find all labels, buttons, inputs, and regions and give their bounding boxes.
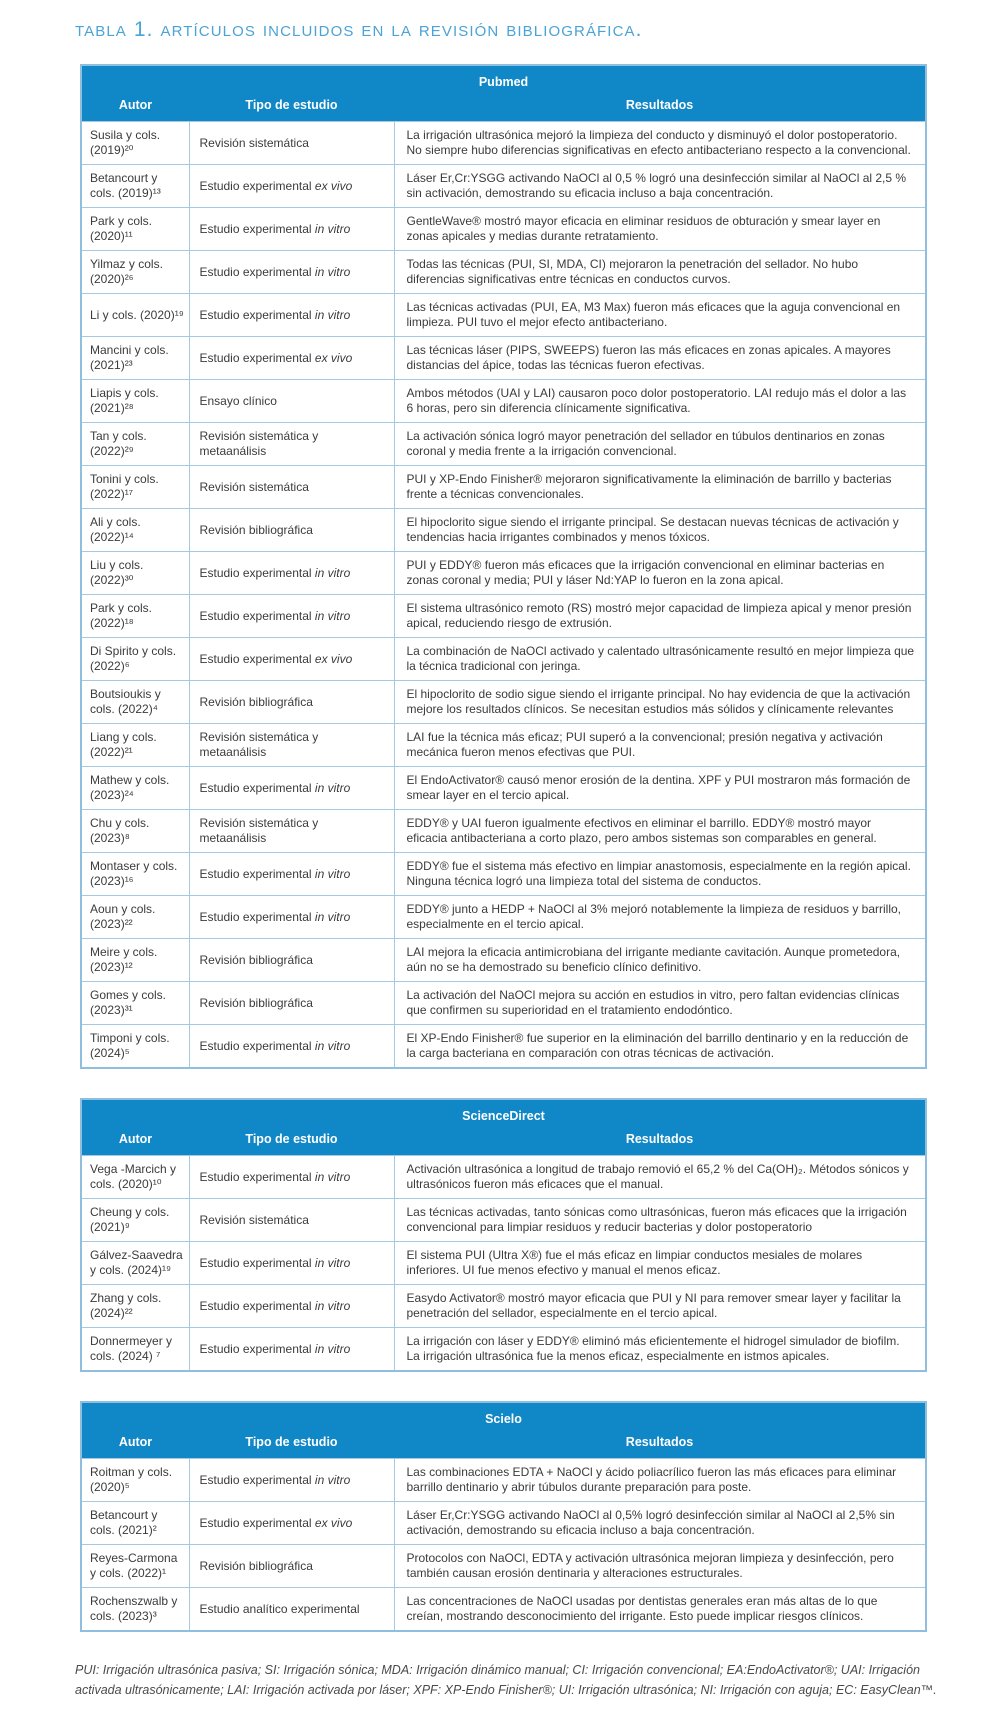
study-type-cell — [189, 1588, 394, 1632]
table-row — [81, 1459, 926, 1502]
results-cell: Protocolos con NaOCl, EDTA y activación ultrasónica mejoran limpieza y desinfección, pero también causan erosión dentinaria y alteraciones estructurales. — [394, 1545, 926, 1588]
study-type-italic: in vitro — [314, 1038, 351, 1053]
author-cell: Li y cols. (2020)¹⁹ — [81, 294, 189, 337]
study-type-cell — [189, 638, 394, 681]
study-type-text: Revisión bibliográfica — [199, 522, 313, 537]
table-row — [81, 896, 926, 939]
column-header-row — [81, 94, 926, 122]
table-row — [81, 122, 926, 165]
results-cell: Láser Er,Cr:YSGG activando NaOCl al 0,5 % logró una desinfección similar al NaOCl al 2,5 % sin activación, demostrando su eficacia incluso a baja concentración. — [394, 165, 926, 208]
study-type-italic: ex vivo — [314, 651, 353, 666]
study-type-italic: in vitro — [314, 780, 351, 795]
study-type-italic: in vitro — [314, 608, 351, 623]
study-type-text: Revisión sistemática y metaanálisis — [199, 429, 319, 458]
study-type-text: Revisión bibliográfica — [199, 995, 313, 1010]
author-cell: Yilmaz y cols. (2020)²⁶ — [81, 251, 189, 294]
results-cell: EDDY® junto a HEDP + NaOCl al 3% mejoró notablemente la limpieza de residuos y barrillo, especialmente en el tercio apical. — [394, 896, 926, 939]
study-type-cell — [189, 896, 394, 939]
source-table-pubmed — [80, 64, 927, 1069]
column-header-tipo: Tipo de estudio — [189, 1431, 394, 1459]
author-cell: Zhang y cols. (2024)²² — [81, 1285, 189, 1328]
study-type-cell — [189, 165, 394, 208]
study-type-cell — [189, 982, 394, 1025]
results-cell: Las técnicas activadas (PUI, EA, M3 Max) fueron más eficaces que la aguja convencional en limpieza. PUI tuvo el mejor efecto antibacteriano. — [394, 294, 926, 337]
results-cell: El sistema ultrasónico remoto (RS) mostró mejor capacidad de limpieza apical y menor presión apical, reduciendo riesgo de extrusión. — [394, 595, 926, 638]
results-cell: Las concentraciones de NaOCl usadas por dentistas generales eran más altas de lo que creían, mostrando desconocimiento del irrigante. Esto puede implicar riesgos clínicos. — [394, 1588, 926, 1632]
table-row — [81, 810, 926, 853]
results-cell: Láser Er,Cr:YSGG activando NaOCl al 0,5% logró desinfección similar al NaOCl al 2,5% sin activación, demostrando su eficacia incluso a baja concentración. — [394, 1502, 926, 1545]
study-type-cell — [189, 1156, 394, 1199]
results-cell: Las técnicas activadas, tanto sónicas como ultrasónicas, fueron más eficaces que la irrigación convencional para limpiar residuos y reducir bacterias y dolor postoperatorio — [394, 1199, 926, 1242]
table-row — [81, 1588, 926, 1632]
study-type-text: Revisión bibliográfica — [199, 1558, 313, 1573]
column-header-autor: Autor — [81, 1128, 189, 1156]
results-cell: La activación sónica logró mayor penetración del sellador en túbulos dentinarios en zonas coronal y media frente a la irrigación convencional. — [394, 423, 926, 466]
study-type-cell — [189, 1285, 394, 1328]
study-type-cell — [189, 1025, 394, 1069]
table-row — [81, 1156, 926, 1199]
study-type-text: Estudio experimental — [199, 221, 312, 236]
table-row — [81, 466, 926, 509]
study-type-italic: ex vivo — [314, 1515, 353, 1530]
source-header: ScienceDirect — [81, 1099, 926, 1128]
study-type-cell — [189, 853, 394, 896]
study-type-cell — [189, 122, 394, 165]
study-type-italic: in vitro — [314, 1298, 351, 1313]
study-type-text: Revisión sistemática — [199, 479, 309, 494]
study-type-text: Revisión bibliográfica — [199, 952, 313, 967]
study-type-italic: in vitro — [314, 307, 351, 322]
author-cell: Vega -Marcich y cols. (2020)¹⁰ — [81, 1156, 189, 1199]
study-type-cell — [189, 251, 394, 294]
study-type-text: Estudio experimental — [199, 178, 312, 193]
author-cell: Donnermeyer y cols. (2024) ⁷ — [81, 1328, 189, 1372]
column-header-row — [81, 1128, 926, 1156]
table-row — [81, 337, 926, 380]
study-type-italic: in vitro — [314, 565, 351, 580]
author-cell: Cheung y cols. (2021)⁹ — [81, 1199, 189, 1242]
table-row — [81, 939, 926, 982]
results-cell: GentleWave® mostró mayor eficacia en eliminar residuos de obturación y smear layer en zonas apicales y medias durante retratamiento. — [394, 208, 926, 251]
table-row — [81, 681, 926, 724]
results-cell: El XP-Endo Finisher® fue superior en la eliminación del barrillo dentinario y en la reducción de la carga bacteriana en comparación con otras técnicas de activación. — [394, 1025, 926, 1069]
author-cell: Betancourt y cols. (2021)² — [81, 1502, 189, 1545]
study-type-text: Estudio analítico experimental — [199, 1601, 360, 1616]
results-cell: Easydo Activator® mostró mayor eficacia que PUI y NI para remover smear layer y facilitar la penetración del sellador, especialmente en el tercio apical. — [394, 1285, 926, 1328]
source-header-row — [81, 1402, 926, 1431]
author-cell: Montaser y cols. (2023)¹⁶ — [81, 853, 189, 896]
column-header-resultados: Resultados — [394, 94, 926, 122]
author-cell: Aoun y cols. (2023)²² — [81, 896, 189, 939]
study-type-italic: ex vivo — [314, 178, 353, 193]
author-cell: Timponi y cols. (2024)⁵ — [81, 1025, 189, 1069]
study-type-text: Estudio experimental — [199, 565, 312, 580]
author-cell: Roitman y cols. (2020)⁵ — [81, 1459, 189, 1502]
study-type-cell — [189, 208, 394, 251]
column-header-resultados: Resultados — [394, 1431, 926, 1459]
table-row — [81, 1328, 926, 1372]
study-type-italic: ex vivo — [314, 350, 353, 365]
table-row — [81, 509, 926, 552]
study-type-cell — [189, 1242, 394, 1285]
results-cell: Todas las técnicas (PUI, SI, MDA, CI) mejoraron la penetración del sellador. No hubo diferencias significativas entre técnicas en conductos curvos. — [394, 251, 926, 294]
column-header-tipo: Tipo de estudio — [189, 94, 394, 122]
study-type-cell — [189, 337, 394, 380]
study-type-cell — [189, 810, 394, 853]
study-type-cell — [189, 681, 394, 724]
column-header-autor: Autor — [81, 94, 189, 122]
results-cell: El hipoclorito de sodio sigue siendo el irrigante principal. No hay evidencia de que la activación mejore los resultados clínicos. Se necesitan estudios más sólidos y clínicamente relevantes — [394, 681, 926, 724]
author-cell: Boutsioukis y cols. (2022)⁴ — [81, 681, 189, 724]
author-cell: Liang y cols. (2022)²¹ — [81, 724, 189, 767]
author-cell: Gálvez-Saavedra y cols. (2024)¹⁹ — [81, 1242, 189, 1285]
table-row — [81, 1242, 926, 1285]
column-header-autor: Autor — [81, 1431, 189, 1459]
table-row — [81, 1025, 926, 1069]
source-header: Pubmed — [81, 65, 926, 94]
table-row — [81, 165, 926, 208]
study-type-text: Estudio experimental — [199, 1515, 312, 1530]
results-cell: Las técnicas láser (PIPS, SWEEPS) fueron las más eficaces en zonas apicales. A mayores distancias del ápice, todas las técnicas fueron efectivas. — [394, 337, 926, 380]
source-header-row — [81, 65, 926, 94]
study-type-cell — [189, 509, 394, 552]
table-row — [81, 208, 926, 251]
author-cell: Betancourt y cols. (2019)¹³ — [81, 165, 189, 208]
study-type-text: Estudio experimental — [199, 264, 312, 279]
table-row — [81, 595, 926, 638]
results-cell: Activación ultrasónica a longitud de trabajo removió el 65,2 % del Ca(OH)₂. Métodos sónicos y ultrasónicos fueron más eficaces que el manual. — [394, 1156, 926, 1199]
study-type-text: Estudio experimental — [199, 1298, 312, 1313]
table-row — [81, 724, 926, 767]
source-header: Scielo — [81, 1402, 926, 1431]
study-type-italic: in vitro — [314, 1169, 351, 1184]
study-type-cell — [189, 1502, 394, 1545]
study-type-text: Estudio experimental — [199, 866, 312, 881]
author-cell: Reyes-Carmona y cols. (2022)¹ — [81, 1545, 189, 1588]
study-type-text: Estudio experimental — [199, 909, 312, 924]
study-type-text: Revisión sistemática — [199, 135, 309, 150]
column-header-resultados: Resultados — [394, 1128, 926, 1156]
table-row — [81, 1199, 926, 1242]
study-type-text: Estudio experimental — [199, 780, 312, 795]
author-cell: Ali y cols. (2022)¹⁴ — [81, 509, 189, 552]
author-cell: Liu y cols. (2022)³⁰ — [81, 552, 189, 595]
study-type-text: Revisión sistemática y metaanálisis — [199, 730, 319, 759]
study-type-cell — [189, 1328, 394, 1372]
author-cell: Susila y cols. (2019)²⁰ — [81, 122, 189, 165]
results-cell: El EndoActivator® causó menor erosión de la dentina. XPF y PUI mostraron más formación de smear layer en el tercio apical. — [394, 767, 926, 810]
study-type-cell — [189, 939, 394, 982]
footnote-abbreviations: PUI: Irrigación ultrasónica pasiva; SI: Irrigación sónica; MDA: Irrigación dinámico manual; CI: Irrigación convencional; EA:EndoActivator®; UAI: Irrigación activada ultrasónicamente; LAI: Irrigación activada por láser; XPF: XP-Endo Finisher®; UI: Irrigación ultrasónica; NI: Irrigación con aguja; EC: EasyClean™. — [75, 1663, 937, 1697]
table-row — [81, 251, 926, 294]
author-cell: Gomes y cols. (2023)³¹ — [81, 982, 189, 1025]
table-row — [81, 552, 926, 595]
study-type-text: Estudio experimental — [199, 1255, 312, 1270]
author-cell: Mathew y cols. (2023)²⁴ — [81, 767, 189, 810]
study-type-text: Estudio experimental — [199, 1472, 312, 1487]
study-type-italic: in vitro — [314, 866, 351, 881]
table-row — [81, 1285, 926, 1328]
author-cell: Liapis y cols. (2021)²⁸ — [81, 380, 189, 423]
source-table-sciencedirect — [80, 1098, 927, 1372]
results-cell: Ambos métodos (UAI y LAI) causaron poco dolor postoperatorio. LAI redujo más el dolor a las 6 horas, pero sin diferencia clínicamente significativa. — [394, 380, 926, 423]
source-header-row — [81, 1099, 926, 1128]
study-type-text: Ensayo clínico — [199, 393, 277, 408]
study-type-cell — [189, 724, 394, 767]
table-row — [81, 1502, 926, 1545]
table-row — [81, 853, 926, 896]
results-cell: La irrigación con láser y EDDY® eliminó más eficientemente el hidrogel simulador de biofilm. La irrigación ultrasónica fue la menos eficaz, especialmente en istmos apicales. — [394, 1328, 926, 1372]
study-type-italic: in vitro — [314, 1255, 351, 1270]
author-cell: Rochenszwalb y cols. (2023)³ — [81, 1588, 189, 1632]
study-type-italic: in vitro — [314, 1472, 351, 1487]
study-type-cell — [189, 595, 394, 638]
results-cell: EDDY® y UAI fueron igualmente efectivos en eliminar el barrillo. EDDY® mostró mayor eficacia antibacteriana a corto plazo, pero ambos sistemas son comparables en general. — [394, 810, 926, 853]
author-cell: Tonini y cols. (2022)¹⁷ — [81, 466, 189, 509]
study-type-text: Revisión sistemática — [199, 1212, 309, 1227]
study-type-text: Estudio experimental — [199, 350, 312, 365]
results-cell: La irrigación ultrasónica mejoró la limpieza del conducto y disminuyó el dolor postoperatorio. No siempre hubo diferencias significativas en efecto antibacteriano respecto a la convencional. — [394, 122, 926, 165]
results-cell: PUI y XP-Endo Finisher® mejoraron significativamente la eliminación de barrillo y bacterias frente a técnicas convencionales. — [394, 466, 926, 509]
study-type-text: Estudio experimental — [199, 1341, 312, 1356]
study-type-italic: in vitro — [314, 1341, 351, 1356]
study-type-text: Estudio experimental — [199, 1169, 312, 1184]
source-table-scielo — [80, 1401, 927, 1632]
study-type-cell — [189, 380, 394, 423]
column-header-row — [81, 1431, 926, 1459]
study-type-text: Revisión bibliográfica — [199, 694, 313, 709]
results-cell: Las combinaciones EDTA + NaOCl y ácido poliacrílico fueron las más eficaces para eliminar barrillo dentinario y abrir túbulos durante preparación para poste. — [394, 1459, 926, 1502]
author-cell: Meire y cols. (2023)¹² — [81, 939, 189, 982]
results-cell: LAI fue la técnica más eficaz; PUI superó a la convencional; presión negativa y activación mecánica fueron menos efectivas que PUI. — [394, 724, 926, 767]
study-type-text: Estudio experimental — [199, 608, 312, 623]
table-row — [81, 423, 926, 466]
table-row — [81, 767, 926, 810]
results-cell: La combinación de NaOCl activado y calentado ultrasónicamente resultó en mejor limpieza que la técnica tradicional con jeringa. — [394, 638, 926, 681]
study-type-text: Revisión sistemática y metaanálisis — [199, 816, 319, 845]
study-type-italic: in vitro — [314, 264, 351, 279]
study-type-italic: in vitro — [314, 221, 351, 236]
author-cell: Di Spirito y cols. (2022)⁶ — [81, 638, 189, 681]
author-cell: Mancini y cols. (2021)²³ — [81, 337, 189, 380]
page-title: tabla 1. artículos incluidos en la revisión bibliográfica. — [75, 18, 643, 41]
table-row — [81, 638, 926, 681]
author-cell: Chu y cols. (2023)⁸ — [81, 810, 189, 853]
results-cell: LAI mejora la eficacia antimicrobiana del irrigante mediante cavitación. Aunque prometedora, aún no se ha demostrado su beneficio clínico definitivo. — [394, 939, 926, 982]
author-cell: Park y cols. (2022)¹⁸ — [81, 595, 189, 638]
study-type-cell — [189, 423, 394, 466]
study-type-cell — [189, 1545, 394, 1588]
study-type-text: Estudio experimental — [199, 651, 312, 666]
table-row — [81, 380, 926, 423]
study-type-text: Estudio experimental — [199, 307, 312, 322]
results-cell: EDDY® fue el sistema más efectivo en limpiar anastomosis, especialmente en la región apical. Ninguna técnica logró una limpieza total del sistema de conductos. — [394, 853, 926, 896]
author-cell: Tan y cols. (2022)²⁹ — [81, 423, 189, 466]
author-cell: Park y cols. (2020)¹¹ — [81, 208, 189, 251]
study-type-italic: in vitro — [314, 909, 351, 924]
table-row — [81, 294, 926, 337]
study-type-cell — [189, 1459, 394, 1502]
results-cell: La activación del NaOCl mejora su acción en estudios in vitro, pero faltan evidencias clínicas que confirmen su superioridad en el tratamiento endodóntico. — [394, 982, 926, 1025]
results-cell: El hipoclorito sigue siendo el irrigante principal. Se destacan nuevas técnicas de activación y tendencias hacia irrigantes combinados y menos tóxicos. — [394, 509, 926, 552]
study-type-cell — [189, 466, 394, 509]
column-header-tipo: Tipo de estudio — [189, 1128, 394, 1156]
study-type-cell — [189, 767, 394, 810]
study-type-text: Estudio experimental — [199, 1038, 312, 1053]
results-cell: PUI y EDDY® fueron más eficaces que la irrigación convencional en eliminar bacterias en zonas coronal y media; PUI y láser Nd:YAP lo fueron en la zona apical. — [394, 552, 926, 595]
table-row — [81, 1545, 926, 1588]
table-row — [81, 982, 926, 1025]
study-type-cell — [189, 552, 394, 595]
study-type-cell — [189, 294, 394, 337]
study-type-cell — [189, 1199, 394, 1242]
results-cell: El sistema PUI (Ultra X®) fue el más eficaz en limpiar conductos mesiales de molares inferiores. UI fue menos efectivo y manual el menos eficaz. — [394, 1242, 926, 1285]
tables-container — [0, 64, 1000, 1632]
